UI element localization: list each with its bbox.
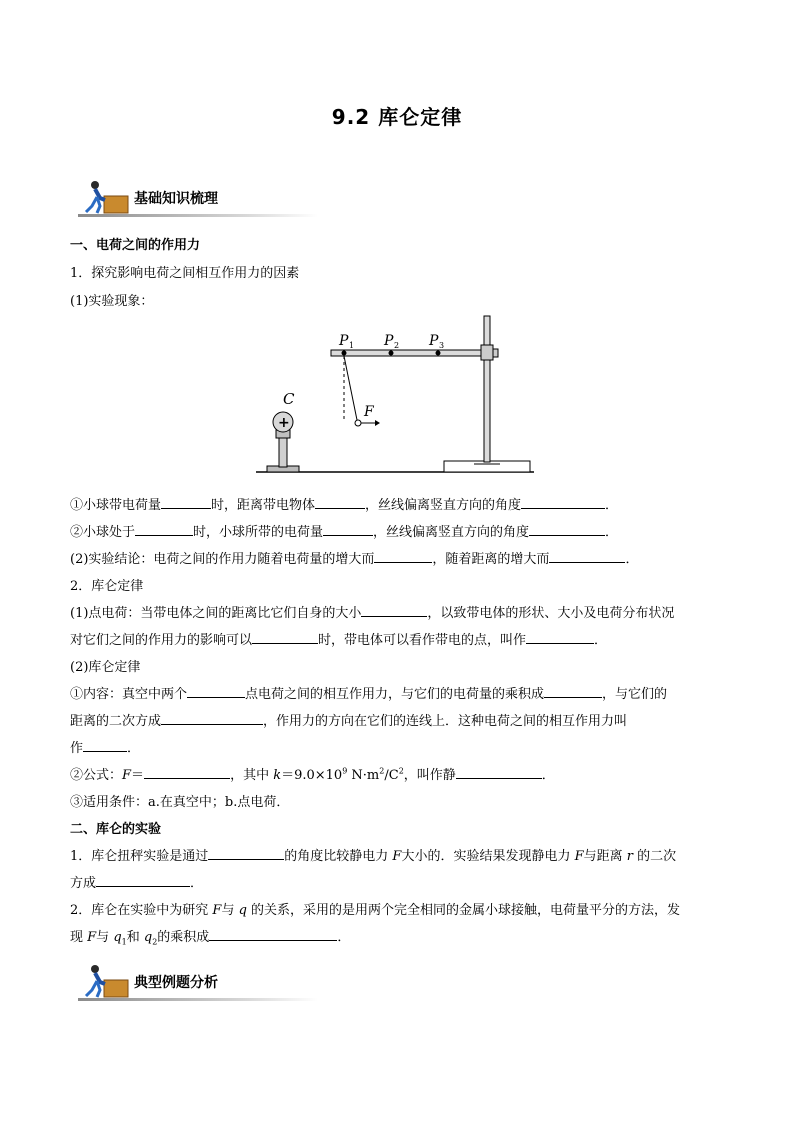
svg-text:2: 2: [394, 341, 400, 350]
conditions-line: ③适用条件：a.在真空中；b.点电荷．: [70, 795, 290, 810]
plus-icon: +: [278, 415, 290, 431]
label-p1: P: [339, 333, 349, 349]
coulomb-experiment-figure: [252, 312, 552, 477]
svg-text:3: 3: [439, 341, 445, 350]
experiment-line-2: 方成 ．: [70, 872, 203, 891]
result-line-1: ①小球带电荷量 时，距离带电物体 ，丝线偏离竖直方向的角度 ．: [70, 494, 618, 513]
label-p3: P: [429, 333, 439, 349]
page-title: 9.2 库仑定律: [331, 105, 463, 129]
hanging-ball: [355, 420, 361, 426]
experiment-line-1: 1．库仑扭秤实验是通过 的角度比较静电力 F大小的．实验结果发现静电力 F与距离 r 的二次: [70, 845, 676, 864]
content-line-2: 距离的二次方成 ，作用力的方向在它们的连线上．这种电荷之间的相互作用力叫: [70, 710, 627, 729]
person-pushing-box-icon: [78, 962, 134, 1002]
item-1: 1．探究影响电荷之间相互作用力的因素: [70, 266, 300, 281]
point-p2: [389, 351, 394, 356]
banner-divider: [78, 998, 318, 1001]
person-pushing-box-icon: [78, 178, 134, 218]
section-banner-basics: [78, 178, 318, 218]
conclusion-line: (2)实验结论：电荷之间的作用力随着电荷量的增大而 ，随着距离的增大而 ．: [70, 548, 638, 567]
svg-text:1: 1: [349, 341, 355, 350]
item-1-sub-1: (1)实验现象：: [70, 294, 154, 309]
label-p2: P: [384, 333, 394, 349]
banner-divider: [78, 214, 318, 217]
experiment-line-4: 现 F与 $q_1$和 $q_2$的乘积成 ．: [70, 926, 350, 947]
result-line-2: ②小球处于 时，小球所带的电荷量 ，丝线偏离竖直方向的角度 ．: [70, 521, 618, 540]
experiment-line-3: 2．库仑在实验中为研究 F与 q 的关系，采用的是用两个完全相同的金属小球接触，电荷量平分的方法，发: [70, 903, 681, 918]
label-force: F: [364, 404, 374, 420]
content-line-3: 作 ．: [70, 737, 140, 756]
point-p1: [342, 351, 347, 356]
banner-label: 基础知识梳理: [134, 191, 218, 207]
section-banner-examples: [78, 962, 318, 1002]
point-charge-line-1: (1)点电荷：当带电体之间的距离比它们自身的大小 ，以致带电体的形状、大小及电荷分布状况: [70, 602, 674, 621]
point-p3: [436, 351, 441, 356]
section-heading-2: 二、库仑的实验: [70, 822, 162, 837]
item-2: 2．库仑定律: [70, 579, 144, 594]
formula-line: ②公式：F＝ ，其中 $k=9.0\times 10^9$ $N\cdot m^2/C^2$，叫作静 ．: [70, 764, 555, 783]
section-heading-1: 一、电荷之间的作用力: [70, 238, 201, 253]
content-line-1: ①内容：真空中两个 点电荷之间的相互作用力，与它们的电荷量的乘积成 ，与它们的: [70, 683, 667, 702]
law-heading: (2)库仑定律: [70, 660, 141, 675]
point-charge-line-2: 对它们之间的作用力的影响可以 时，带电体可以看作带电的点，叫作 ．: [70, 629, 607, 648]
label-c: C: [283, 390, 295, 408]
banner-label: 典型例题分析: [134, 975, 218, 991]
